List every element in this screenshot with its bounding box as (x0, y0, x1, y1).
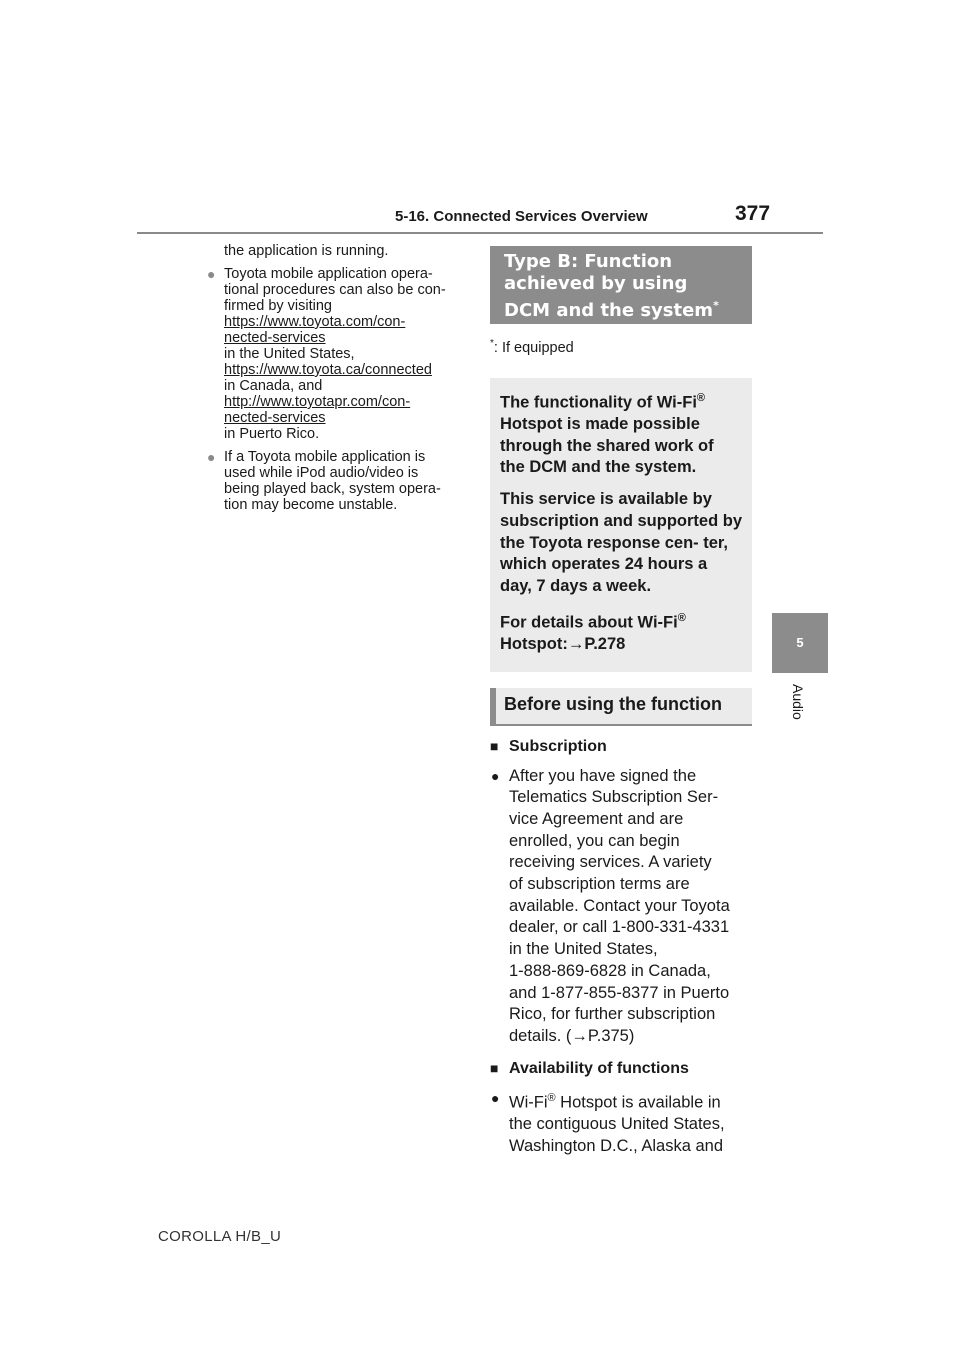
info-text: The functionality of Wi-Fi (500, 393, 697, 412)
info-box (490, 378, 752, 672)
item-text: dealer, or call 1-800-331-4331 (509, 918, 730, 937)
item-text: firmed by visiting (224, 298, 332, 314)
subheading-subscription (490, 738, 752, 756)
page-header (137, 200, 823, 234)
item-text: available. Contact your Toyota (509, 896, 730, 915)
item-text: enrolled, you can begin (509, 831, 680, 850)
page-number: 377 (735, 202, 771, 225)
info-text: Hotspot is made possible through the shared work of the DCM and the system. (500, 415, 714, 477)
item-text: and 1-877-855-8377 in Puerto (509, 983, 730, 1002)
bullet-dot-icon: ● (491, 767, 500, 784)
link-toyota-us-cont[interactable]: nected-services (224, 330, 326, 346)
before-using-heading: Before using the function (490, 688, 752, 726)
info-paragraph (500, 608, 742, 656)
item-text-part: Wi-Fi (509, 1093, 548, 1112)
subheading-text: Subscription (509, 737, 607, 755)
heading-line (504, 295, 742, 322)
info-text: Hotspot: (500, 634, 568, 653)
item-text: Rico, for further subscription (509, 1005, 716, 1024)
section-title: 5-16. Connected Services Overview (395, 208, 648, 225)
registered-mark: ® (677, 611, 686, 624)
item-text: tion may become unstable. (224, 497, 398, 513)
item-text: in the United States, (509, 940, 658, 959)
item-text: If a Toyota mobile application is (224, 449, 426, 465)
subheading-text: Availability of functions (509, 1059, 689, 1077)
left-column (206, 243, 468, 520)
info-paragraph: This service is available by subscription and supported by the Toyota response cen- ter, which operates 24 hours a day, 7 days a week. (500, 490, 743, 595)
item-text: being played back, system opera- (224, 481, 441, 497)
bullet-circle-icon: ● (207, 266, 216, 282)
type-b-heading (490, 246, 752, 324)
list-item (206, 266, 468, 442)
item-text: Telematics Subscription Ser- (509, 788, 719, 807)
footer-model: COROLLA H/B_U (158, 1228, 282, 1245)
heading-text: DCM and the system (504, 300, 714, 321)
item-text: tional procedures can also be con- (224, 282, 446, 298)
asterisk: * (490, 338, 494, 349)
link-toyota-us[interactable]: https://www.toyota.com/con- (224, 314, 406, 330)
item-text: in Puerto Rico. (224, 426, 320, 442)
heading-line: achieved by using (504, 273, 688, 294)
list-item (490, 1088, 752, 1158)
link-toyota-pr-cont[interactable]: nected-services (224, 410, 326, 426)
right-column (490, 246, 752, 1157)
registered-mark: ® (696, 391, 706, 404)
chapter-label-text: Audio (790, 684, 806, 720)
chapter-label (788, 678, 808, 758)
registered-mark: ® (547, 1091, 556, 1104)
asterisk: * (713, 299, 719, 312)
arrow-icon: → (567, 634, 585, 653)
link-toyota-ca[interactable]: https://www.toyota.ca/connected (224, 362, 432, 378)
link-toyota-pr[interactable]: http://www.toyotapr.com/con- (224, 394, 411, 410)
page-reference-link[interactable]: P.278 (584, 634, 626, 653)
footnote-text: : If equipped (493, 339, 574, 356)
info-text: For details about Wi-Fi (500, 613, 678, 632)
item-text: Washington D.C., Alaska and (509, 1136, 724, 1155)
item-text (509, 1088, 752, 1114)
item-text: of subscription terms are (509, 875, 690, 894)
item-text-part: Hotspot is available in (555, 1093, 721, 1112)
item-text: vice Agreement and are (509, 809, 684, 828)
chapter-tab[interactable]: 5 (772, 613, 828, 673)
item-text: the contiguous United States, (509, 1114, 725, 1133)
item-text: in Canada, and (224, 378, 323, 394)
item-text: details. (→P.375) (509, 1027, 635, 1045)
list-item (490, 766, 752, 1048)
square-bullet-icon: ■ (490, 737, 499, 754)
item-text: used while iPod audio/video is (224, 465, 419, 481)
subheading-availability (490, 1060, 752, 1078)
footnote (490, 338, 752, 356)
item-text: After you have signed the (509, 766, 697, 785)
lead-text: the application is running. (224, 243, 389, 259)
header-rule (137, 232, 823, 234)
list-item (206, 449, 468, 513)
item-text: 1-888-869-6828 in Canada, (509, 961, 711, 980)
item-text: receiving services. A variety (509, 853, 712, 872)
item-text: Toyota mobile application opera- (224, 266, 433, 282)
info-paragraph (500, 388, 742, 479)
item-text: in the United States, (224, 346, 355, 362)
heading-line: Type B: Function (504, 251, 673, 272)
bullet-dot-icon: ● (491, 1089, 500, 1106)
square-bullet-icon: ■ (490, 1059, 499, 1076)
bullet-circle-icon: ● (207, 449, 216, 465)
